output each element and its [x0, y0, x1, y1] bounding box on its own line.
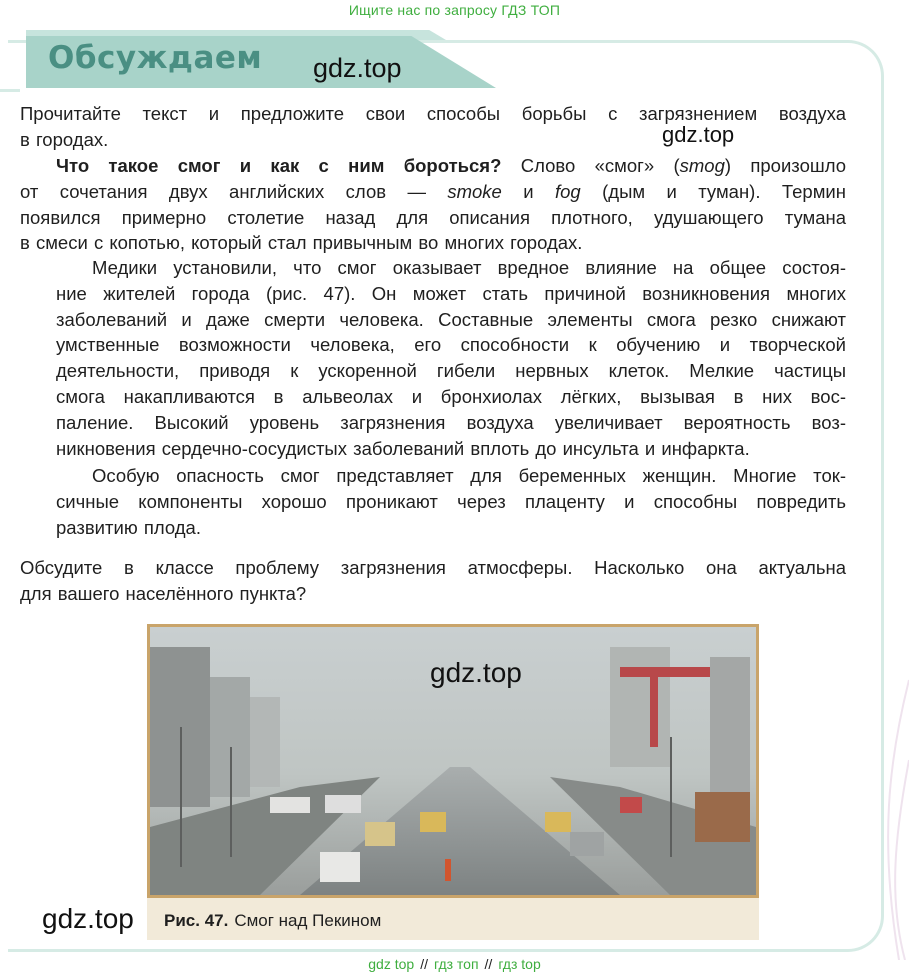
- watermark: gdz.top: [42, 903, 134, 934]
- text-fragment: Слово «смог» (smog) произошло: [501, 155, 846, 176]
- text-line: Медики установили, что смог оказывает вредное влияние на общее состоя-: [92, 257, 846, 278]
- text-line: умственные возможности человека, его способности к обучению и творческой: [56, 334, 846, 356]
- text-line: Обсудите в классе проблему загрязнения атмосферы. Насколько она актуальна: [20, 557, 846, 578]
- footer-link[interactable]: gdz top: [368, 956, 415, 972]
- watermark: gdz.top: [313, 53, 402, 83]
- text-line: в городах.: [20, 128, 109, 150]
- discussion-question: [20, 555, 846, 607]
- text-line: появился примерно столетие назад для описания плотного, удушающего тумана: [20, 206, 846, 228]
- footer-link[interactable]: гдз top: [498, 956, 541, 972]
- text-line: в смеси с копотью, который стал привычным во многих городах.: [20, 232, 583, 254]
- card-divider: [0, 89, 20, 92]
- text-line: [20, 153, 846, 179]
- figure-caption-text: Смог над Пекином: [234, 911, 382, 930]
- text-line: для вашего населённого пункта?: [20, 582, 307, 604]
- text-line: заболеваний и даже смерти человека. Составные элементы смога резко снижают: [56, 308, 846, 330]
- watermark: gdz.top: [662, 122, 735, 147]
- paragraph-smog-definition: [20, 153, 846, 256]
- footer-separator: //: [420, 956, 428, 972]
- top-banner: Ищите нас по запросу ГДЗ ТОП: [348, 2, 561, 18]
- text-line: развитию плода.: [56, 516, 201, 538]
- paragraph-heading: Что такое смог и как с ним бороться?: [56, 155, 502, 176]
- text-line: ние жителей города (рис. 47). Он может стать причиной возникновения многих: [56, 282, 846, 304]
- paragraph-health-effects: [20, 255, 846, 461]
- footer-separator: //: [484, 956, 493, 972]
- text-line: Прочитайте текст и предложите свои способы борьбы с загрязнением воздуха: [20, 103, 846, 124]
- decorative-lines: [869, 640, 909, 960]
- section-title: Обсуждаем: [48, 40, 263, 76]
- footer-links: [0, 956, 909, 972]
- text-line: деятельности, приводя к ускоренной гибели нервных клеток. Мелкие частицы: [56, 360, 846, 382]
- text-line: никновения сердечно-сосудистых заболеваний вплоть до инсульта и инфаркта.: [56, 437, 750, 459]
- figure-caption: [164, 911, 381, 931]
- paragraph-pregnancy-risk: [20, 463, 846, 540]
- text-line: смога накапливаются в альвеолах и бронхиолах лёгких, вызывая в них вос-: [56, 385, 846, 407]
- footer-link[interactable]: гдз топ: [433, 956, 479, 972]
- text-line: Особую опасность смог представляет для беременных женщин. Многие ток-: [92, 465, 846, 486]
- text-line: от сочетания двух английских слов — smoke и fog (дым и туман). Термин: [20, 180, 846, 202]
- task-intro: [20, 101, 846, 153]
- text-line: сичные компоненты хорошо проникают через плаценту и способны повредить: [56, 490, 846, 512]
- figure-label: Рис. 47.: [164, 911, 229, 930]
- text-line: паление. Высокий уровень загрязнения воздуха увеличивает вероятность воз-: [56, 411, 846, 433]
- watermark: gdz.top: [430, 657, 522, 688]
